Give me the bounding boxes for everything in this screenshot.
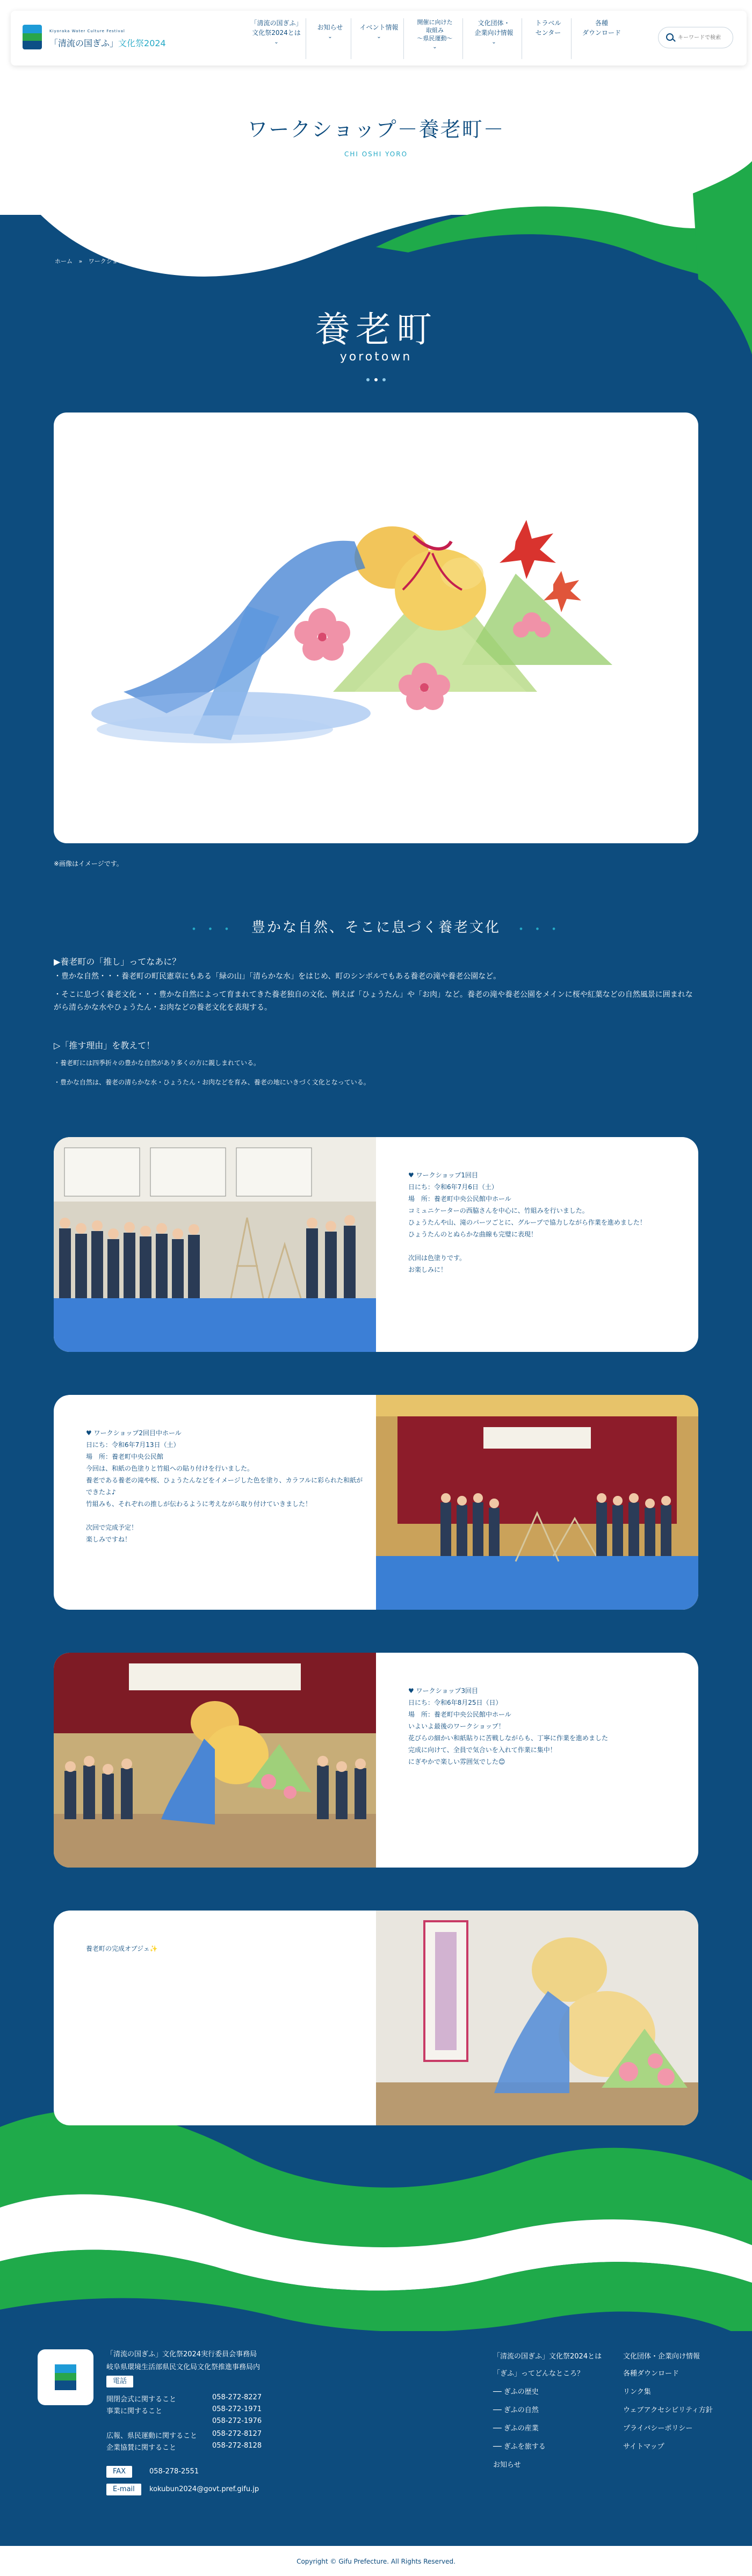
workshop-line: 養老である養老の滝や桜、ひょうたんなどをイメージした色を塗り、カラフルに彩られた和紙ができたよ♪	[86, 1477, 363, 1496]
footer-contact-number: 058-272-8127	[212, 2430, 262, 2438]
footer-link-accessibility[interactable]: ウェブアクセシビリティ方針	[623, 2406, 713, 2414]
footer-mail-tag: E-mail	[106, 2484, 141, 2495]
workshop-line: 日にち：令和6年8月25日（日）	[408, 1699, 502, 1706]
workshop-title-1: ♥ ワークショップ1回目	[408, 1171, 478, 1179]
image-note: ※画像はイメージです。	[54, 860, 123, 867]
paragraph-reason-2: ・豊かな自然は、養老の清らかな水・ひょうたん・お肉などを育み、養老の地にいきづく文化となっている。	[54, 1079, 370, 1086]
copyright-text: Copyright © Gifu Prefecture. All Rights Reserved.	[297, 2558, 455, 2565]
breadcrumb-current: ワークショップ－養老町－	[88, 258, 160, 265]
gourd-waterfall-illustration	[54, 413, 698, 843]
paragraph-culture: ・そこに息づく養老文化・・・豊かな自然によって育まれてきた養老独自の文化、例えば「ひょうたん」や「お肉」など。養老の滝や養老公園をメインに桜や紅葉などの自然風景に囲まれながら清らかな水やひょうたん・お肉などの養老文化を表現する。	[54, 990, 693, 1012]
chevron-down-icon: ⌄	[491, 39, 496, 45]
workshop-card-4	[54, 1911, 698, 2125]
workshop-line: 日にち：令和6年7月13日（土）	[86, 1441, 180, 1449]
workshop-line: ひょうたんや山、滝のパーツごとに、グループで協力しながら作業を進めました！	[408, 1219, 646, 1226]
search-icon[interactable]	[666, 33, 674, 41]
footer-link-nature[interactable]: ── ぎふの自然	[493, 2406, 539, 2414]
workshop-line: 場 所：養老町中央公民館中ホール	[408, 1195, 511, 1203]
footer-link-organizations[interactable]: 文化団体・企業向け情報	[623, 2353, 700, 2361]
workshop-line: 次回は色塗りです。	[408, 1254, 466, 1262]
nav-travel-label: トラベル センター	[535, 19, 561, 37]
workshop-line: にぎやかで楽しい雰囲気でした😊	[408, 1758, 505, 1765]
nav-organizations[interactable]	[466, 18, 522, 59]
logo-title-b: 文化祭2024	[118, 38, 166, 48]
footer-contact-label: 事業に関すること	[106, 2407, 163, 2415]
footer-contact-number: 058-272-8227	[212, 2393, 262, 2401]
nav-initiatives-label: 開催に向けた 取組み ～県民運動～	[417, 19, 453, 42]
workshop-line: 場 所：養老町中央公民館中ホール	[408, 1711, 511, 1718]
footer-link-news[interactable]: お知らせ	[493, 2461, 521, 2469]
footer-contact-number: 058-272-1976	[212, 2417, 262, 2425]
workshop-card-3	[54, 1653, 698, 1868]
workshop-line: 場 所：養老町中央公民館	[86, 1453, 164, 1460]
breadcrumb-home[interactable]: ホーム	[55, 258, 73, 265]
footer-org-name: 「清流の国ぎふ」文化祭2024実行委員会事務局	[106, 2350, 257, 2358]
workshop-card-1	[54, 1137, 698, 1352]
workshop-line: 竹組みも、それぞれの推しが伝わるように考えながら取り付けていきました！	[86, 1500, 312, 1508]
workshop-text-4	[54, 1911, 376, 2125]
workshop-line: お楽しみに！	[408, 1266, 447, 1273]
logo-tagline: Kiyoraka Water Culture Festival	[49, 29, 125, 33]
workshop-photo-1	[54, 1137, 376, 1352]
workshop-line: 楽しみですね！	[86, 1536, 132, 1543]
footer-link-about[interactable]: 「清流の国ぎふ」文化祭2024とは	[493, 2353, 602, 2361]
page-title: ワークショップ－養老町－	[247, 118, 505, 141]
question-oshi: ▶養老町の「推し」ってなあに？	[54, 957, 181, 967]
section-heading	[0, 916, 752, 936]
workshop-line: 完成に向けて、全員で気合いを入れて作業に集中！	[408, 1746, 556, 1754]
chevron-down-icon: ⌄	[432, 44, 437, 50]
workshop-text-2	[54, 1395, 376, 1610]
question-reason: ▷「推す理由」を教えて！	[54, 1040, 155, 1051]
logo-title-a: 「清流の国ぎふ」	[49, 38, 119, 48]
workshop-line: 花びらの細かい和紙貼りに苦戦しながらも、丁寧に作業を進めました	[408, 1734, 609, 1742]
footer-link-industry[interactable]: ── ぎふの産業	[493, 2425, 539, 2433]
chevron-down-icon: ⌄	[274, 39, 279, 45]
workshop-title-4: 養老町の完成オブジェ✨	[86, 1945, 158, 1952]
breadcrumb-separator: »	[78, 258, 83, 265]
footer-contact-number: 058-272-1971	[212, 2405, 262, 2413]
workshop-line: いよいよ最後のワークショップ！	[408, 1723, 505, 1730]
footer-link-sitemap[interactable]: サイトマップ	[623, 2443, 664, 2451]
workshop-line: コミュニケーターの西脇さんを中心に、竹組みを行いました。	[408, 1207, 589, 1214]
workshop-line: ひょうたんのとぬらかな曲線も完璧に表現！	[408, 1231, 538, 1238]
nav-events[interactable]	[355, 18, 404, 59]
nav-news[interactable]	[309, 18, 351, 59]
nav-events-label: イベント情報	[359, 24, 399, 31]
section-heading-text: 豊かな自然、そこに息づく養老文化	[251, 920, 501, 936]
area-title: 養老町	[315, 309, 437, 350]
main-illustration	[54, 413, 698, 843]
workshop-line: 次回で完成予定！	[86, 1524, 138, 1531]
nav-initiatives[interactable]	[407, 18, 463, 59]
footer-fax-number: 058-278-2551	[149, 2468, 199, 2476]
footer-contact-label: 開閉会式に関すること	[106, 2396, 177, 2404]
workshop-title-2: ♥ ワークショップ2回目中ホール	[86, 1429, 182, 1437]
footer-link-gifu[interactable]: 「ぎふ」ってどんなところ？	[493, 2370, 584, 2378]
decorative-dots	[365, 377, 387, 382]
site-logo-text[interactable]	[49, 37, 166, 49]
footer-link-downloads[interactable]: 各種ダウンロード	[623, 2370, 679, 2378]
nav-about-label: 「清流の国ぎふ」 文化祭2024とは	[250, 19, 302, 37]
nav-organizations-label: 文化団体・ 企業向け情報	[474, 19, 514, 37]
nav-downloads-label: 各種 ダウンロード	[582, 19, 621, 37]
logo-icon[interactable]	[23, 25, 42, 49]
workshop-text-1	[376, 1137, 698, 1352]
footer-fax-tag: FAX	[106, 2466, 132, 2478]
chevron-down-icon: ⌄	[377, 34, 381, 40]
nav-about[interactable]	[247, 18, 306, 59]
footer-link-privacy[interactable]: プライバシーポリシー	[623, 2425, 693, 2433]
workshop-line: 今回は、和紙の色塗りと竹組への貼り付けを行いました。	[86, 1465, 254, 1472]
footer-org-dept: 岐阜県環境生活部県民文化局文化祭推進事務局内	[106, 2363, 261, 2371]
paragraph-nature: ・豊かな自然・・・養老町の町民憲章にもある「緑の山」「清らかな水」をはじめ、町のシンボルでもある養老の滝や養老公園など。	[54, 972, 501, 981]
workshop-photo-2	[376, 1395, 698, 1610]
workshop-spacer	[86, 1510, 376, 1522]
workshop-card-2	[54, 1395, 698, 1610]
footer-logo-icon[interactable]	[38, 2349, 93, 2405]
footer-link-history[interactable]: ── ぎふの歴史	[493, 2388, 539, 2396]
nav-travel[interactable]	[525, 18, 572, 59]
decorative-dots: • • •	[191, 924, 234, 934]
site-header	[11, 11, 747, 66]
breadcrumb	[55, 257, 160, 265]
search-input[interactable]	[678, 32, 729, 43]
area-subtitle: yorotown	[339, 350, 413, 364]
footer-contact-label: 企業協賛に関すること	[106, 2444, 177, 2452]
footer-tel-tag: 電話	[106, 2376, 133, 2387]
workshop-photo-3	[54, 1653, 376, 1868]
page-subtitle: CHI OSHI YORO	[344, 150, 408, 158]
workshop-text-3	[376, 1653, 698, 1868]
workshop-line: 日にち：令和6年7月6日（土）	[408, 1183, 498, 1191]
footer-link-links[interactable]: リンク集	[623, 2388, 651, 2396]
paragraph-reason-1: ・養老町には四季折々の豊かな自然があり多くの方に親しまれている。	[54, 1059, 261, 1067]
decorative-dots: • • •	[518, 924, 561, 934]
search-box	[658, 27, 733, 48]
footer-mail-address[interactable]: kokubun2024@govt.pref.gifu.jp	[149, 2485, 259, 2493]
nav-news-label: お知らせ	[317, 24, 343, 31]
chevron-down-icon: ⌄	[328, 34, 332, 40]
workshop-spacer	[408, 1240, 698, 1252]
footer-contact-label: 広報、県民運動に関すること	[106, 2432, 198, 2440]
workshop-photo-4	[376, 1911, 698, 2125]
workshop-title-3: ♥ ワークショップ3回目	[408, 1687, 478, 1695]
nav-downloads[interactable]	[575, 18, 628, 59]
footer-contact-number: 058-272-8128	[212, 2442, 262, 2450]
footer-link-travel[interactable]: ── ぎふを旅する	[493, 2443, 546, 2451]
